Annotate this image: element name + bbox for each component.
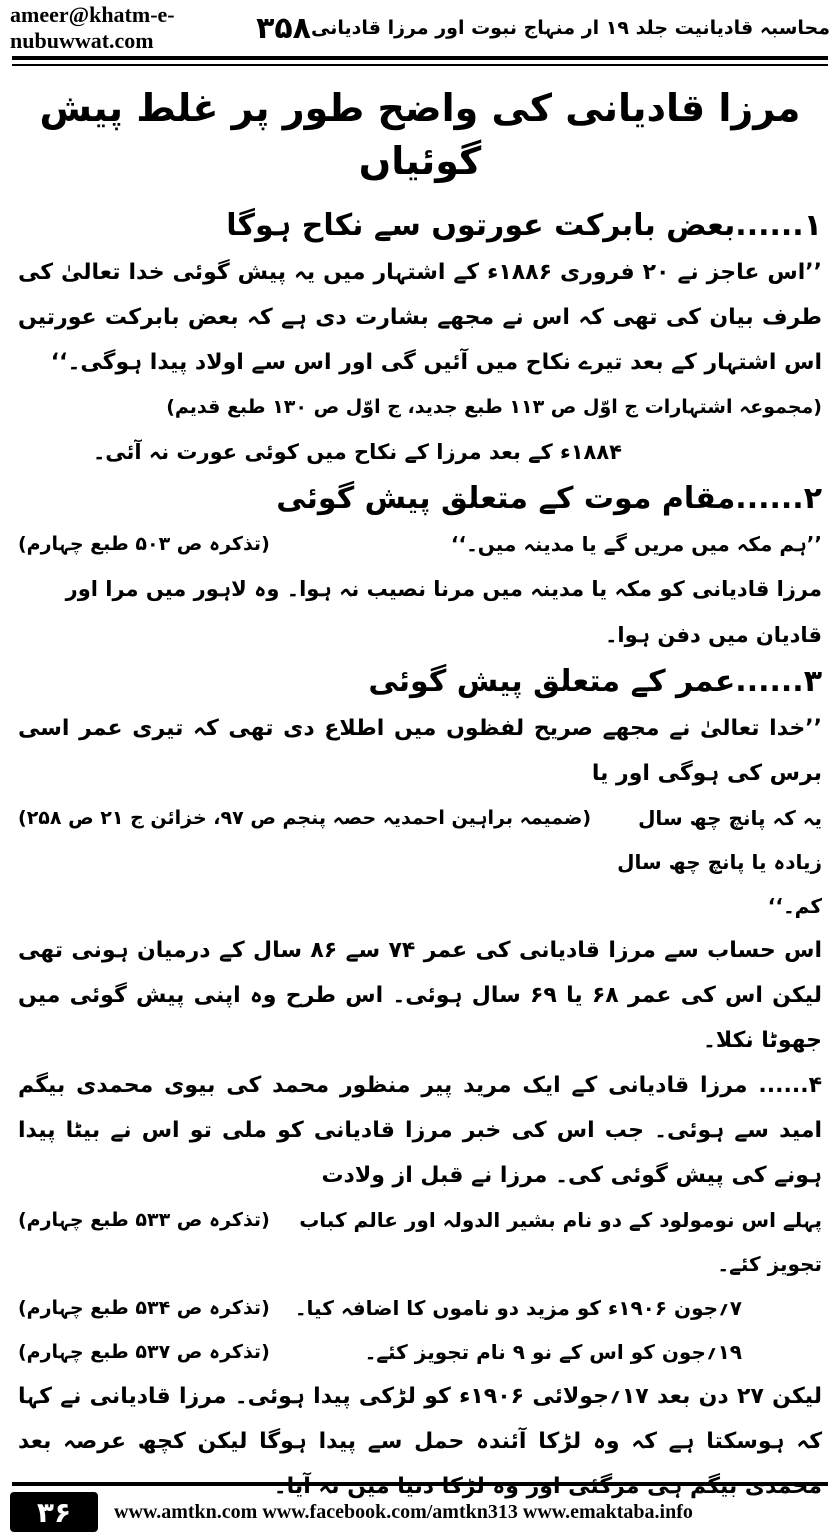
footer-websites: www.amtkn.com www.facebook.com/amtkn313 www.emaktaba.info	[114, 1500, 693, 1523]
page-title: مرزا قادیانی کی واضح طور پر غلط پیش گوئیاں	[39, 86, 801, 184]
header-rule	[12, 56, 828, 60]
section-4-text1: ۴...... مرزا قادیانی کے ایک مرید پیر منظور محمد کی بیوی محمدی بیگم امید سے ہوئی۔ جب اس کی خبر مرزا قادیانی کو ملی تو اس نے بیٹا پیدا ہونے کی پیش گوئی کی۔ مرزا نے قبل از ولادت	[18, 1072, 822, 1188]
section-1-quote: ’’اس عاجز نے ۲۰ فروری ۱۸۸۶ء کے اشتہار میں یہ پیش گوئی خدا تعالیٰ کی طرف بیان کی تھی کہ اس نے مجھے بشارت دی ہے کہ بعض بابرکت عورتیں اس اشتہار کے بعد تیرے نکاح میں آئیں گی اور اس سے اولاد پیدا ہوگی۔‘‘	[18, 259, 822, 375]
header-rule-thin	[12, 64, 828, 66]
section-4-line4-text: ۷؍جون ۱۹۰۶ء کو مزید دو ناموں کا اضافہ کیا۔	[294, 1295, 742, 1320]
header-page-number: ۳۵۸	[256, 10, 311, 46]
section-4-reference-4: (تذکرہ ص ۵۳۴ طبع چہارم)	[18, 1296, 270, 1319]
section-1-reference-line	[18, 385, 822, 429]
section-2-note: مرزا قادیانی کو مکہ یا مدینہ میں مرنا نصیب نہ ہوا۔ وہ لاہور میں مرا اور قادیان میں دفن ہوا۔	[65, 577, 822, 648]
section-3-note: اس حساب سے مرزا قادیانی کی عمر ۷۴ سے ۸۶ سال کے درمیان ہونی تھی لیکن اس کی عمر ۶۸ یا ۶۹ سال ہوئی۔ اس طرح وہ اپنی پیش گوئی میں جھوٹا نکلا۔	[18, 937, 822, 1053]
section-1-note: ۱۸۸۴ء کے بعد مرزا کے نکاح میں کوئی عورت نہ آئی۔	[92, 439, 622, 464]
page-content	[18, 72, 822, 1509]
section-3-quote-part2: یہ کہ پانچ چھ سال زیادہ یا پانچ چھ سال کم۔‘‘	[617, 805, 822, 918]
section-2-quote: ’’ہم مکہ میں مریں گے یا مدینہ میں۔‘‘	[450, 532, 822, 557]
header-email: ameer@khatm-e-nubuwwat.com	[10, 2, 175, 53]
page-footer	[10, 1490, 830, 1534]
section-4-reference-3: (تذکرہ ص ۵۳۳ طبع چہارم)	[18, 1208, 270, 1231]
section-4-line4	[18, 1286, 822, 1330]
section-4-text2: لیکن ۲۷ دن بعد ۱۷؍جولائی ۱۹۰۶ء کو لڑکی پیدا ہوئی۔ مرزا قادیانی نے کہا کہ ہوسکتا ہے کہ وہ لڑکا آئندہ حمل سے پیدا ہوگا لیکن کچھ عرصہ بعد محمدی بیگم ہی مرگئی اور وہ لڑکا دنیا میں نہ آیا۔	[18, 1383, 822, 1499]
section-4-line3-text: پہلے اس نومولود کے دو نام بشیر الدولہ اور عالم کباب تجویز کئے۔	[299, 1207, 822, 1276]
section-4-line5	[18, 1330, 822, 1374]
section-1-heading: ۱......بعض بابرکت عورتوں سے نکاح ہوگا	[226, 208, 822, 244]
section-3-reference: (ضمیمہ براہین احمدیہ حصہ پنجم ص ۹۷، خزائن ج ۲۱ ص ۲۵۸)	[18, 806, 592, 829]
section-4-reference-5: (تذکرہ ص ۵۳۷ طبع چہارم)	[18, 1340, 270, 1363]
section-2-heading: ۲......مقام موت کے متعلق پیش گوئی	[276, 480, 822, 516]
footer-page-number: ۳۶	[10, 1492, 98, 1532]
footer-rule	[12, 1482, 828, 1486]
section-1-reference: (مجموعہ اشتہارات ج اوّل ص ۱۱۳ طبع جدید، ج اوّل ص ۱۳۰ طبع قدیم)	[166, 395, 822, 418]
section-2-reference: (تذکرہ ص ۵۰۳ طبع چہارم)	[18, 533, 270, 556]
header-running-title: محاسبہ قادیانیت جلد ۱۹ ار منہاج نبوت اور مرزا قادیانی	[311, 17, 830, 39]
section-2-quote-line	[18, 522, 822, 566]
section-3-quote-part1: ’’خدا تعالیٰ نے مجھے صریح لفظوں میں اطلاع دی تھی کہ تیری عمر اسی برس کی ہوگی اور یا	[18, 715, 822, 786]
page-header	[10, 2, 830, 53]
section-3-heading: ۳......عمر کے متعلق پیش گوئی	[368, 664, 822, 700]
header-left	[10, 2, 311, 54]
section-4-line5-text: ۱۹؍جون کو اس کے نو ۹ نام تجویز کئے۔	[364, 1339, 742, 1364]
section-4-line3	[18, 1198, 822, 1286]
section-3-quote-line	[18, 796, 822, 928]
